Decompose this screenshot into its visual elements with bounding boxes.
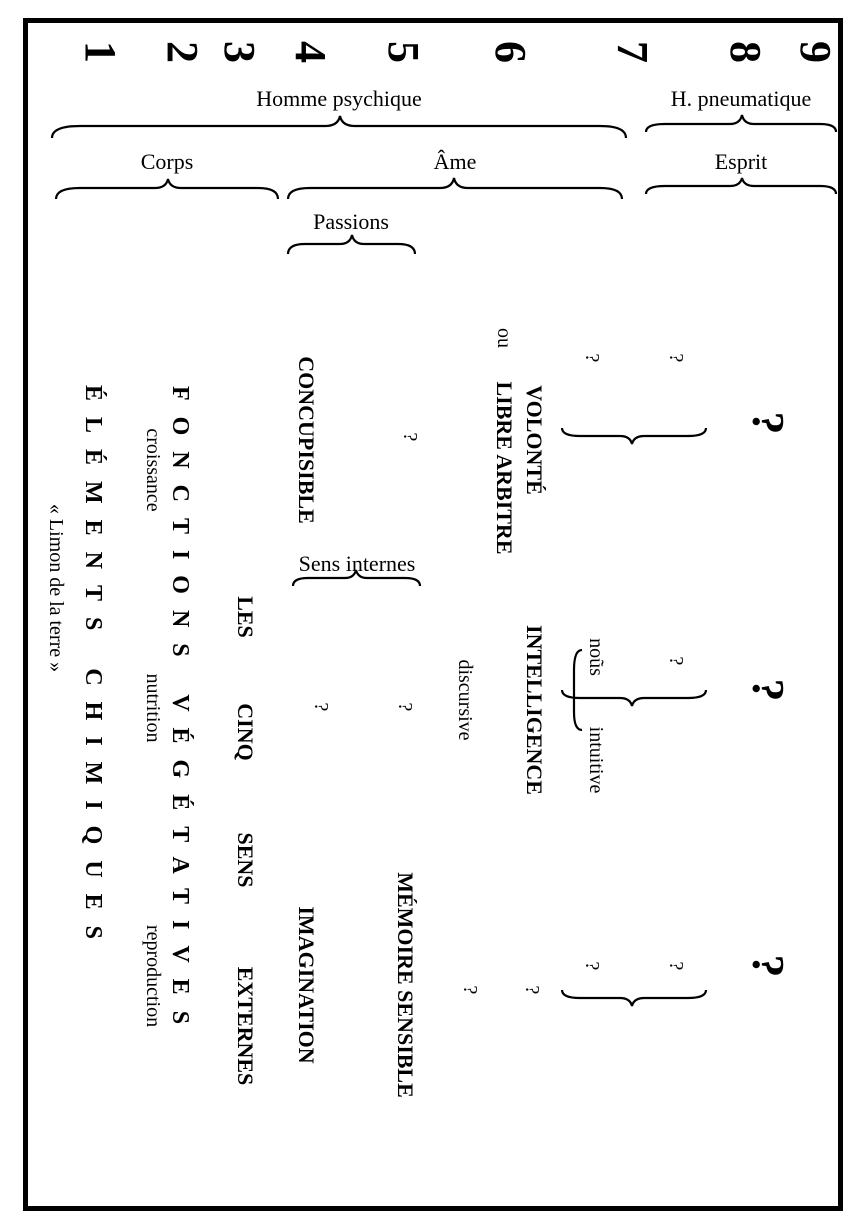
label-sens: SENS xyxy=(233,832,258,888)
label-externes: EXTERNES xyxy=(233,966,258,1086)
brace-col78-top xyxy=(562,428,706,444)
label-cinq: CINQ xyxy=(233,703,258,761)
brace-passions xyxy=(288,235,415,254)
column-number-6: 6 xyxy=(486,41,535,63)
label-ou: ou xyxy=(493,328,515,348)
question-mark-large: ? xyxy=(743,954,794,978)
question-mark: ? xyxy=(399,432,421,442)
brace-homme-psychique xyxy=(52,116,626,138)
brace-corps xyxy=(56,179,278,199)
label-volonte: VOLONTÉ xyxy=(522,385,547,495)
question-mark-large: ? xyxy=(743,678,794,702)
label-elements-chimiques: ÉLÉMENTS CHIMIQUES xyxy=(80,384,106,956)
question-mark: ? xyxy=(665,353,687,363)
label-reproduction: reproduction xyxy=(142,924,164,1028)
label-concupisible: CONCUPISIBLE xyxy=(294,356,319,524)
brace-esprit xyxy=(646,178,836,194)
question-mark: ? xyxy=(521,985,543,995)
question-mark-large: ? xyxy=(743,411,794,435)
column-number-7: 7 xyxy=(608,41,657,63)
question-mark: ? xyxy=(310,702,332,712)
brace-nous-intuitive xyxy=(574,650,582,730)
header-esprit: Esprit xyxy=(714,149,768,174)
column-number-5: 5 xyxy=(379,41,428,63)
question-mark: ? xyxy=(665,656,687,666)
header-homme-psychique: Homme psychique xyxy=(256,86,422,111)
label-croissance: croissance xyxy=(142,428,164,512)
question-mark: ? xyxy=(581,353,603,363)
column-number-4: 4 xyxy=(286,41,335,63)
label-discursive: discursive xyxy=(454,659,476,741)
question-mark: ? xyxy=(581,961,603,971)
header-corps: Corps xyxy=(140,149,194,174)
label-limon-de-la-terre: « Limon de la terre » xyxy=(45,503,67,673)
question-mark: ? xyxy=(394,702,416,712)
label-intuitive: intuitive xyxy=(585,726,607,794)
label-fonctions-vegetatives: FONCTIONS VÉGÉTATIVES xyxy=(167,385,193,1041)
header-sens-internes: Sens internes xyxy=(298,551,416,576)
label-libre-arbitre: LIBRE ARBITRE xyxy=(492,381,517,555)
header-h-pneumatique: H. pneumatique xyxy=(670,86,812,111)
label-intelligence: INTELLIGENCE xyxy=(522,625,547,795)
question-mark: ? xyxy=(459,985,481,995)
column-number-8: 8 xyxy=(721,41,770,63)
header-passions: Passions xyxy=(313,209,389,234)
brace-ame xyxy=(288,178,622,199)
column-number-2: 2 xyxy=(158,41,207,63)
header-ame: Âme xyxy=(433,149,477,174)
brace-h-pneumatique xyxy=(646,115,836,132)
label-memoire-sensible: MÉMOIRE SENSIBLE xyxy=(393,872,418,1098)
question-mark: ? xyxy=(665,961,687,971)
label-nutrition: nutrition xyxy=(142,673,164,743)
column-number-3: 3 xyxy=(215,41,264,63)
label-les: LES xyxy=(233,596,258,638)
brace-col78-mid xyxy=(562,690,706,706)
column-number-1: 1 xyxy=(76,41,125,63)
label-nous: noũs xyxy=(585,638,607,676)
label-imagination: IMAGINATION xyxy=(294,906,319,1064)
column-number-9: 9 xyxy=(791,41,840,63)
brace-col78-bot xyxy=(562,990,706,1006)
